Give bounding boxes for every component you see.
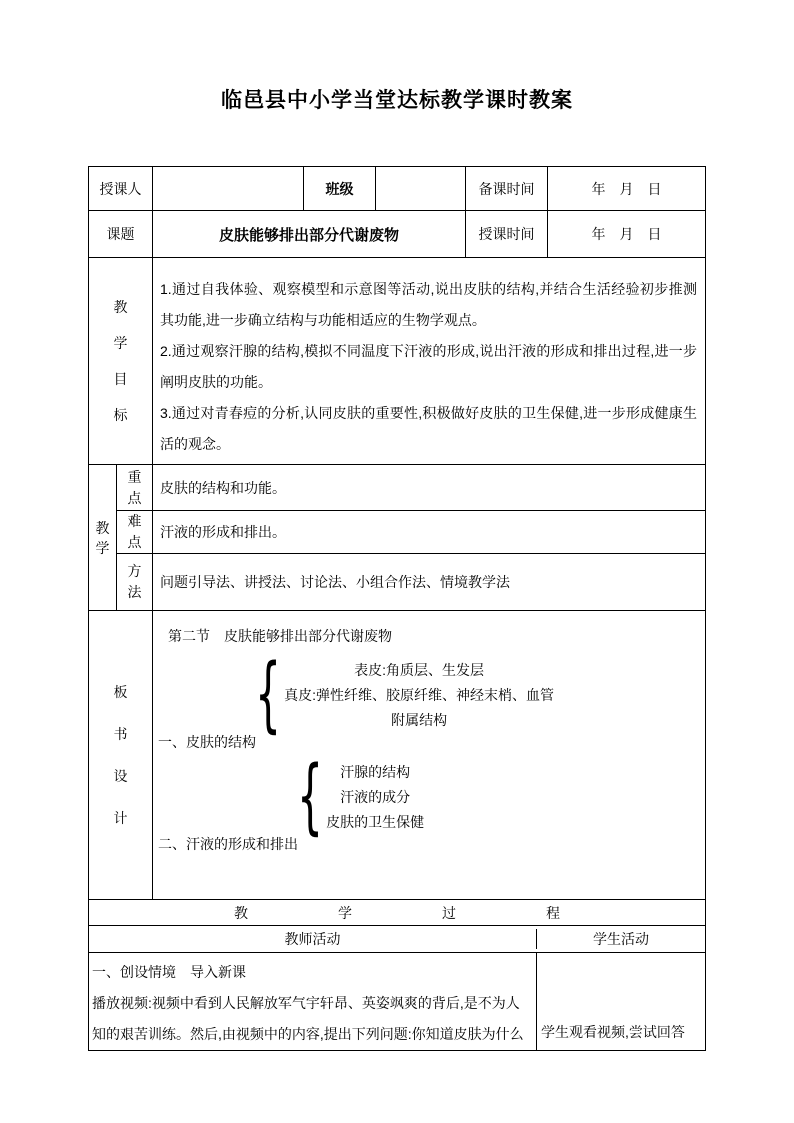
- class-label: 班级: [304, 167, 376, 211]
- teach-time-value: 年 月 日: [548, 211, 706, 258]
- board-content: [153, 611, 706, 900]
- prep-time-value: 年 月 日: [548, 167, 706, 211]
- row-process-header: [89, 900, 706, 926]
- teacher-activity-line: 播放视频:视频中看到人民解放军气宇轩昂、英姿飒爽的背后,是不为人知的艰苦训练。然后,由视频中的内容,提出下列问题:你知道皮肤为什么: [92, 995, 524, 1042]
- student-activity-content: [537, 953, 705, 1050]
- objectives-label: [89, 258, 153, 465]
- keypoint-label: 重点: [117, 465, 153, 511]
- board-section-title: 第二节 皮肤能够排出部分代谢废物: [168, 628, 392, 644]
- lesson-plan-table: [88, 166, 706, 1051]
- class-value: [376, 167, 466, 211]
- objectives-label-char: 教: [113, 299, 128, 315]
- board-part1-heading: 一、皮肤的结构: [158, 734, 256, 750]
- teacher-activity-header: 教师活动: [89, 929, 537, 949]
- board-item: 皮肤的卫生保健: [326, 814, 425, 830]
- student-activity-header: 学生活动: [593, 931, 649, 947]
- row-difficulty: [89, 511, 706, 554]
- objectives-label-char: 标: [113, 407, 128, 423]
- board-item: 表皮:角质层、生发层: [354, 662, 485, 678]
- topic-label: 课题: [89, 211, 153, 258]
- row-activity-headers: [89, 926, 706, 953]
- board-part-sweat: [158, 749, 701, 852]
- difficulty-content: 汗液的形成和排出。: [153, 511, 706, 554]
- row-keypoint: [89, 465, 706, 511]
- board-label-char: 板: [113, 684, 128, 700]
- objective-item: 3.通过对青春痘的分析,认同皮肤的重要性,积极做好皮肤的卫生保健,进一步形成健康生活的观念。: [160, 405, 697, 452]
- prep-time-label: 备课时间: [466, 167, 548, 211]
- keypoint-content: 皮肤的结构和功能。: [153, 465, 706, 511]
- board-item: 真皮:弹性纤维、胶原纤维、神经末梢、血管: [284, 687, 555, 703]
- method-label: 方法: [117, 554, 153, 611]
- row-method: [89, 554, 706, 611]
- left-brace: {: [297, 749, 324, 844]
- student-activity-text: 学生观看视频,尝试回答: [541, 1024, 685, 1040]
- board-item: 汗腺的结构: [340, 764, 411, 780]
- row-objectives: [89, 258, 706, 465]
- row-instructor: [89, 167, 706, 211]
- board-part2-items: [326, 760, 424, 835]
- teacher-activity-content: [89, 953, 537, 1050]
- teacher-activity-line: 一、创设情境 导入新课: [92, 964, 246, 980]
- topic-value: 皮肤能够排出部分代谢废物: [153, 211, 466, 258]
- difficulty-label: 难点: [117, 511, 153, 554]
- instructor-label: 授课人: [89, 167, 153, 211]
- objectives-content: [153, 258, 706, 465]
- teaching-outer-top: 教: [95, 519, 110, 536]
- process-header: 教学过程: [89, 900, 706, 926]
- objectives-label-char: 学: [113, 335, 128, 351]
- board-item: 附属结构: [391, 712, 448, 728]
- row-topic: [89, 211, 706, 258]
- board-item: 汗液的成分: [340, 789, 411, 805]
- objective-item: 1.通过自我体验、观察模型和示意图等活动,说出皮肤的结构,并结合生活经验初步推测其功能,进一步确立结构与功能相适应的生物学观点。: [160, 281, 697, 328]
- board-label-char: 设: [113, 768, 128, 784]
- row-board-design: [89, 611, 706, 900]
- method-content: 问题引导法、讲授法、讨论法、小组合作法、情境教学法: [153, 554, 706, 611]
- board-part-skin-structure: [158, 647, 701, 750]
- objective-item: 2.通过观察汗腺的结构,模拟不同温度下汗液的形成,说出汗液的形成和排出过程,进一步阐明皮肤的功能。: [160, 343, 697, 390]
- left-brace: {: [255, 647, 282, 742]
- instructor-value: [153, 167, 304, 211]
- teaching-outer-label: [89, 465, 117, 611]
- teaching-outer-bottom: 学: [95, 539, 110, 556]
- objectives-label-char: 目: [113, 371, 128, 387]
- teach-time-label: 授课时间: [466, 211, 548, 258]
- board-label-char: 书: [113, 726, 128, 742]
- page-title: 临邑县中小学当堂达标教学课时教案: [221, 89, 573, 112]
- board-label-char: 计: [113, 810, 128, 826]
- board-part1-items: [284, 658, 554, 733]
- row-activity-content: [89, 953, 706, 1051]
- board-label: [89, 611, 153, 900]
- board-part2-heading: 二、汗液的形成和排出: [158, 836, 298, 852]
